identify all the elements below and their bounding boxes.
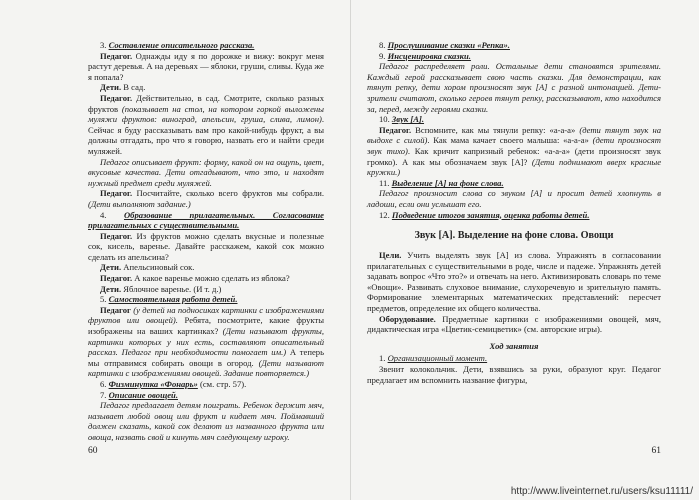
right-page-text-end [367,353,661,385]
lesson-heading: Звук [А]. Выделение на фоне слова. Овощи [414,230,614,242]
paragraph: Педагог распределяет роли. Остальные дети становятся зрителями. Каждый герой рассказывает свою часть сказки. Для демонстрации, как тянут репку, дети хором произносят звук [А] с разной интонацией. Дети-зрители считают, сколько героев тянут репку, рассказывают, кто находится за, перед, между героями сказки. [367,61,661,114]
paragraph: 3. Составление описательного рассказа. [100,40,255,50]
paragraph: Звенит колокольчик. Дети, взявшись за руки, образуют круг. Педагог предлагает им вспомнить название фигуры, [367,364,661,385]
lesson-subheading: Ход занятия [489,340,539,351]
paragraph: Педагог (у детей на подносиках картинки с изображениями фруктов или овощей). Ребята, посмотрите, какие фрукты изображены на ваших картинках? (Дети называют фрукты, картинки которых у них есть, составляют описательный рассказ. Педагог при необходимости помогает им.) А теперь мы отправимся собирать овощи в огород. (Дети называют картинки с изображениями овощей. Задание повторяется.) [88,304,324,379]
paragraph: Дети. В сад. [100,82,146,93]
paragraph: 8. Прослушивание сказки «Репка». [379,40,510,50]
paragraph: Оборудование. Предметные картинки с изображениями овощей, мяч, дидактическая игра «Цветик-семицветик» (см. авторские игры). [367,313,661,335]
left-page-text [88,40,324,443]
source-watermark: http://www.liveinternet.ru/users/ksu11111/ [510,486,693,497]
paragraph: Цели. Учить выделять звук [А] из слова. Упражнять в согласовании прилагательных с существительными в роде, числе и падеже. Упражнять детей задавать вопрос «Что это?» и отвечать на него. Активизировать словарь по теме «Овощи». Развивать слуховое внимание, слухоречевую и зрительную память. Формирование элементарных математических представлений: пересчет предметов, определение их общего количества. [367,250,661,314]
paragraph: Педагог описывает фрукт: форму, какой он на ощупь, цвет, вкусовые качества. Дети отгадывают, что это, и находят нужный предмет среди муляжей. [88,156,324,188]
right-page [350,0,699,500]
paragraph: 7. Описание овощей. [100,389,178,400]
paragraph: Педагог. Вспомните, как мы тянули репку: «а-а-а» (дети тянут звук на выдохе с силой). Как мама качает своего малыша: «а-а-а» (дети произносят звук тихо). Как кричит капризный ребенок: «а-а-а» (дети произносят звук громко). А как мы обозначаем звук [А]? (Дети поднимают вверх красные кружки.) [367,124,662,178]
page-number-right: 61 [651,446,661,456]
paragraph: 9. Инсценировка сказки. [379,50,471,61]
paragraph: 5. Самостоятельная работа детей. [100,294,238,305]
paragraph: 4. Образование прилагательных. Согласование прилагательных с существительными. [88,209,324,231]
right-page-text-top [367,40,661,220]
paragraph: Педагог произносит слова со звуком [А] и просит детей хлопнуть в ладоши, если они услышат его. [367,188,661,209]
page-number-left: 60 [88,446,98,456]
paragraph: Педагог предлагает детям поиграть. Ребенок держит мяч, называет любой овощ или фрукт и кидает мяч. Поймавший должен сказать, какой сок делают из названного фрукта или овоща, назвать свой и кинуть мяч следующему игроку. [88,400,324,442]
paragraph: Дети. Яблочное варенье. (И т. д.) [100,283,222,294]
paragraph: Педагог. Действительно, в сад. Смотрите, сколько разных фруктов (показывает на стол, на котором горкой выложены муляжи фруктов: виноград, апельсин, груша, слива, лимон). Сейчас я буду рассказывать вам про какой-нибудь фрукт, а вы должны отгадать, про что я говорю, назвать его и найти среди муляжей. [88,92,324,156]
paragraph: Педагог. Посчитайте, сколько всего фруктов мы собрали. (Дети выполняют задание.) [88,188,324,209]
paragraph: Педагог. Однажды иду я по дорожке и вижу: вокруг меня растут деревья. А на деревьях — яблоки, груши, сливы. Куда же я попала? [88,50,324,82]
paragraph: 11. Выделение [А] на фоне слова. [379,177,504,188]
paragraph: Педагог. Из фруктов можно сделать вкусные и полезные сок, кисель, варенье. Давайте расскажем, какой сок можно сделать из апельсина? [88,230,324,262]
paragraph: 12. Подведение итогов занятия, оценка работы детей. [379,209,590,220]
right-page-text-goals [367,250,661,335]
paragraph: Дети. Апельсиновый сок. [100,262,195,273]
paragraph: Педагог. А какое варенье можно сделать из яблока? [100,273,290,284]
paragraph: 6. Физминутка «Фонарь» (см. стр. 57). [100,379,247,389]
paragraph: 1. Организационный момент. [379,353,488,364]
paragraph: 10. Звук [А]. [379,114,425,125]
